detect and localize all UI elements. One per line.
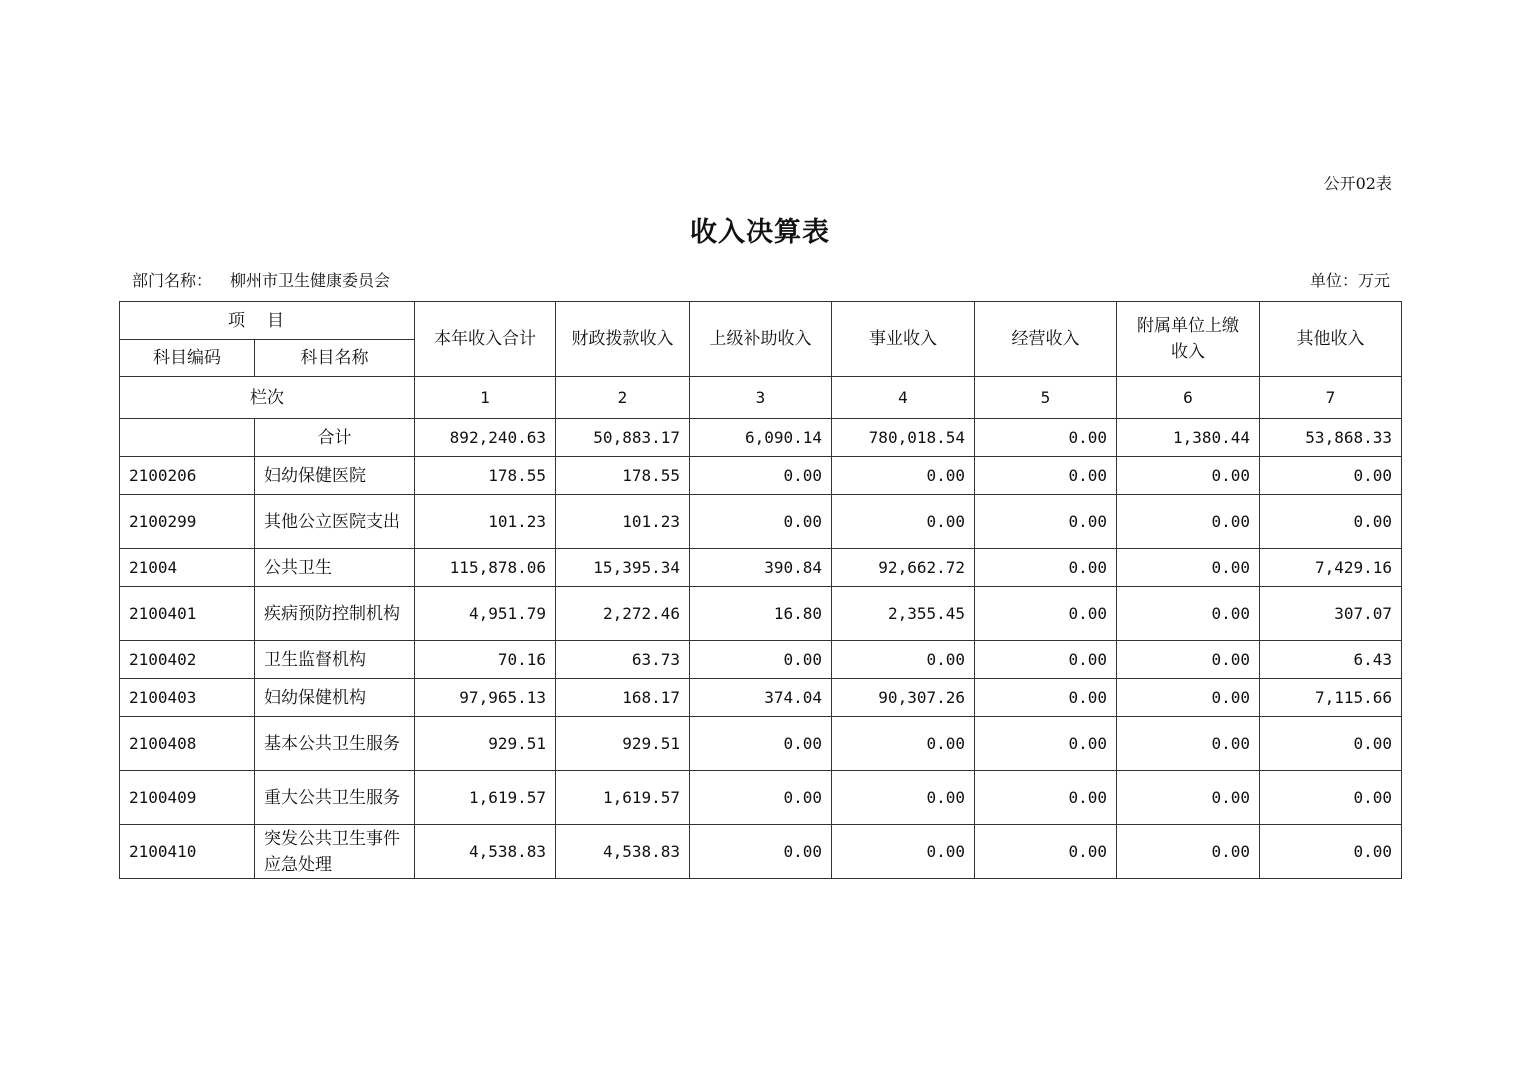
amount-cell: 0.00: [690, 717, 832, 771]
amount-cell: 0.00: [1117, 679, 1260, 717]
item-header: 项目: [120, 302, 415, 340]
department-label: 部门名称：: [132, 271, 213, 290]
amount-cell: 15,395.34: [556, 549, 690, 587]
amount-cell: 1,380.44: [1117, 419, 1260, 457]
subject-name: 卫生监督机构: [255, 641, 415, 679]
subject-name: 公共卫生: [255, 549, 415, 587]
table-row: [120, 825, 1402, 879]
amount-cell: 0.00: [1117, 717, 1260, 771]
amount-cell: 0.00: [1117, 549, 1260, 587]
amount-cell: 390.84: [690, 549, 832, 587]
header-row-1: [120, 302, 1402, 340]
column-header: 财政拨款收入: [556, 302, 690, 377]
amount-cell: 0.00: [1117, 495, 1260, 549]
amount-cell: 16.80: [690, 587, 832, 641]
subject-name: 妇幼保健医院: [255, 457, 415, 495]
amount-cell: 178.55: [556, 457, 690, 495]
amount-cell: 0.00: [975, 771, 1117, 825]
amount-cell: 2,272.46: [556, 587, 690, 641]
amount-cell: 53,868.33: [1260, 419, 1402, 457]
amount-cell: 0.00: [690, 771, 832, 825]
subject-code: [120, 419, 255, 457]
column-header: 经营收入: [975, 302, 1117, 377]
amount-cell: 0.00: [1117, 771, 1260, 825]
amount-cell: 1,619.57: [556, 771, 690, 825]
amount-cell: 929.51: [556, 717, 690, 771]
subject-name: 基本公共卫生服务: [255, 717, 415, 771]
subject-name: 妇幼保健机构: [255, 679, 415, 717]
subject-code: 2100409: [120, 771, 255, 825]
column-sequence-row: [120, 377, 1402, 419]
amount-cell: 70.16: [415, 641, 556, 679]
sequence-number: 6: [1117, 377, 1260, 419]
amount-cell: 0.00: [975, 549, 1117, 587]
table-row: [120, 641, 1402, 679]
amount-cell: 374.04: [690, 679, 832, 717]
name-header: 科目名称: [255, 340, 415, 377]
amount-cell: 0.00: [975, 825, 1117, 879]
amount-cell: 0.00: [1260, 717, 1402, 771]
table-row: [120, 771, 1402, 825]
amount-cell: 307.07: [1260, 587, 1402, 641]
table-row: [120, 457, 1402, 495]
amount-cell: 0.00: [832, 457, 975, 495]
amount-cell: 7,429.16: [1260, 549, 1402, 587]
table-row: [120, 679, 1402, 717]
subject-code: 2100402: [120, 641, 255, 679]
total-row: [120, 419, 1402, 457]
amount-cell: 0.00: [690, 825, 832, 879]
amount-cell: 0.00: [1117, 825, 1260, 879]
subject-name: 合计: [255, 419, 415, 457]
amount-cell: 0.00: [975, 641, 1117, 679]
amount-cell: 6.43: [1260, 641, 1402, 679]
subject-code: 2100410: [120, 825, 255, 879]
sequence-number: 5: [975, 377, 1117, 419]
amount-cell: 929.51: [415, 717, 556, 771]
amount-cell: 101.23: [556, 495, 690, 549]
amount-cell: 0.00: [975, 495, 1117, 549]
subject-name: 重大公共卫生服务: [255, 771, 415, 825]
subject-code: 21004: [120, 549, 255, 587]
column-header: 其他收入: [1260, 302, 1402, 377]
column-header: 上级补助收入: [690, 302, 832, 377]
amount-cell: 6,090.14: [690, 419, 832, 457]
page-title: 收入决算表: [690, 217, 830, 248]
amount-cell: 2,355.45: [832, 587, 975, 641]
amount-cell: 178.55: [415, 457, 556, 495]
column-header: 事业收入: [832, 302, 975, 377]
amount-cell: 168.17: [556, 679, 690, 717]
amount-cell: 90,307.26: [832, 679, 975, 717]
amount-cell: 92,662.72: [832, 549, 975, 587]
sequence-number: 7: [1260, 377, 1402, 419]
amount-cell: 4,951.79: [415, 587, 556, 641]
department-line: [132, 268, 390, 291]
subject-name: 突发公共卫生事件应急处理: [255, 825, 415, 879]
column-header: 附属单位上缴收入: [1117, 302, 1260, 377]
amount-cell: 63.73: [556, 641, 690, 679]
unit-label: 单位：万元: [1309, 271, 1390, 290]
amount-cell: 0.00: [1260, 825, 1402, 879]
amount-cell: 0.00: [1260, 457, 1402, 495]
subject-code: 2100403: [120, 679, 255, 717]
sequence-number: 4: [832, 377, 975, 419]
sequence-number: 1: [415, 377, 556, 419]
amount-cell: 0.00: [975, 587, 1117, 641]
subject-code: 2100206: [120, 457, 255, 495]
table-row: [120, 549, 1402, 587]
amount-cell: 50,883.17: [556, 419, 690, 457]
amount-cell: 0.00: [1117, 457, 1260, 495]
amount-cell: 0.00: [1260, 495, 1402, 549]
amount-cell: 0.00: [690, 641, 832, 679]
amount-cell: 0.00: [975, 717, 1117, 771]
amount-cell: 0.00: [1260, 771, 1402, 825]
amount-cell: 0.00: [975, 679, 1117, 717]
amount-cell: 0.00: [690, 457, 832, 495]
department-name: 柳州市卫生健康委员会: [230, 271, 391, 290]
subject-code: 2100408: [120, 717, 255, 771]
table-row: [120, 495, 1402, 549]
amount-cell: 0.00: [1117, 641, 1260, 679]
subject-code: 2100401: [120, 587, 255, 641]
amount-cell: 4,538.83: [415, 825, 556, 879]
subject-code: 2100299: [120, 495, 255, 549]
amount-cell: 97,965.13: [415, 679, 556, 717]
amount-cell: 0.00: [975, 419, 1117, 457]
amount-cell: 892,240.63: [415, 419, 556, 457]
column-header: 本年收入合计: [415, 302, 556, 377]
income-table: [119, 301, 1402, 879]
amount-cell: 115,878.06: [415, 549, 556, 587]
amount-cell: 0.00: [690, 495, 832, 549]
amount-cell: 7,115.66: [1260, 679, 1402, 717]
amount-cell: 0.00: [832, 641, 975, 679]
amount-cell: 0.00: [832, 825, 975, 879]
table-row: [120, 587, 1402, 641]
subject-name: 其他公立医院支出: [255, 495, 415, 549]
amount-cell: 1,619.57: [415, 771, 556, 825]
code-header: 科目编码: [120, 340, 255, 377]
amount-cell: 780,018.54: [832, 419, 975, 457]
sequence-number: 2: [556, 377, 690, 419]
form-number: 公开02表: [1323, 174, 1392, 193]
amount-cell: 0.00: [832, 495, 975, 549]
table-row: [120, 717, 1402, 771]
amount-cell: 101.23: [415, 495, 556, 549]
amount-cell: 0.00: [975, 457, 1117, 495]
sequence-header: 栏次: [120, 377, 415, 419]
sequence-number: 3: [690, 377, 832, 419]
amount-cell: 0.00: [832, 717, 975, 771]
amount-cell: 0.00: [832, 771, 975, 825]
amount-cell: 4,538.83: [556, 825, 690, 879]
amount-cell: 0.00: [1117, 587, 1260, 641]
subject-name: 疾病预防控制机构: [255, 587, 415, 641]
